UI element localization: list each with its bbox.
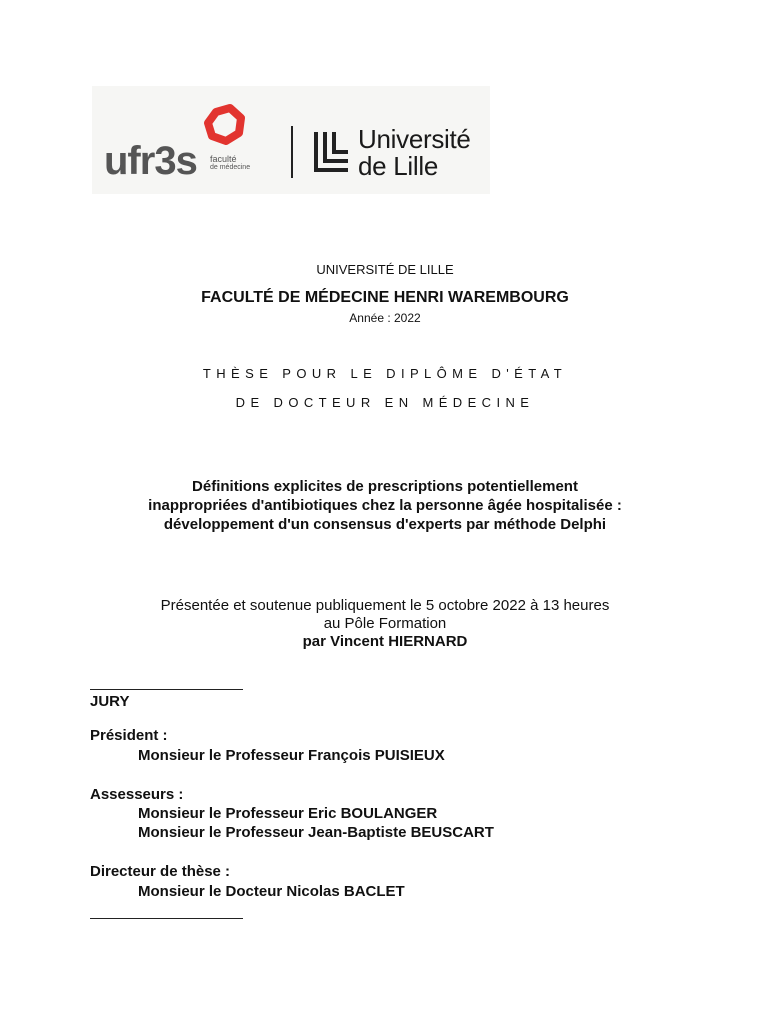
univ-line2: de Lille <box>358 151 438 181</box>
jury-bottom-rule <box>90 918 243 919</box>
university-name: UNIVERSITÉ DE LILLE <box>316 262 454 277</box>
title-line-2: inappropriées d'antibiotiques chez la personne âgée hospitalisée : <box>148 497 622 514</box>
jury-top-rule <box>90 689 243 690</box>
universite-lille-wordmark <box>358 126 471 180</box>
faculty-name: FACULTÉ DE MÉDECINE HENRI WAREMBOURG <box>201 289 569 306</box>
faculte-line2: de médecine <box>210 164 251 171</box>
director-label: Directeur de thèse : <box>90 863 231 880</box>
presentation-block <box>0 597 770 651</box>
president-name: Monsieur le Professeur François PUISIEUX <box>138 747 445 764</box>
jury-heading: JURY <box>90 693 130 710</box>
title-line-3: développement d'un consensus d'experts par méthode Delphi <box>163 516 607 533</box>
presentation-date: Présentée et soutenue publiquement le 5 octobre 2022 à 13 heures <box>160 597 610 614</box>
ufr3s-wordmark: ufr3s <box>104 139 197 183</box>
thesis-title <box>0 477 770 534</box>
thesis-line-1: THÈSE POUR LE DIPLÔME D'ÉTAT <box>202 366 568 381</box>
faculte-line1: faculté <box>210 154 237 164</box>
presentation-place: au Pôle Formation <box>323 615 447 632</box>
director-name: Monsieur le Docteur Nicolas BACLET <box>138 883 405 900</box>
title-line-1: Définitions explicites de prescriptions potentiellement <box>192 478 578 495</box>
logo-band <box>92 86 490 194</box>
univ-line1: Université <box>358 124 471 154</box>
logo-divider <box>291 126 293 178</box>
faculte-label <box>210 155 250 172</box>
assessor-2: Monsieur le Professeur Jean-Baptiste BEUSCART <box>138 824 494 841</box>
thesis-line-2: DE DOCTEUR EN MÉDECINE <box>235 395 535 410</box>
author-name: par Vincent HIERNARD <box>302 633 468 650</box>
ufr3s-heptagon-icon <box>208 108 241 141</box>
academic-year: Année : 2022 <box>349 311 421 325</box>
assessor-1: Monsieur le Professeur Eric BOULANGER <box>138 805 438 822</box>
assessors-label: Assesseurs : <box>90 786 184 803</box>
universite-lille-mark-icon <box>312 130 352 176</box>
president-label: Président : <box>90 727 168 744</box>
ufr3s-logo <box>92 86 292 194</box>
